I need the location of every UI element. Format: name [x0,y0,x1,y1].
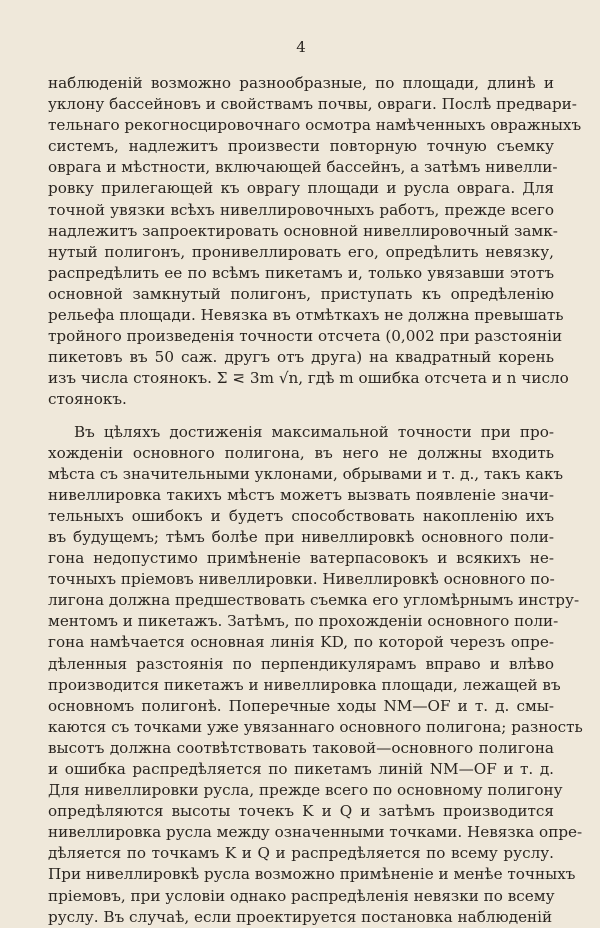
text-line: уклону бассейновъ и свойствамъ почвы, овраги. Послѣ предвари- [48,95,577,114]
text-line: точныхъ пріемовъ нивеллировки. Нивеллировкѣ основного по- [48,570,555,589]
text-line: пикетовъ въ 50 саж. другъ отъ друга) на квадратный корень [48,348,554,367]
body-text [48,73,583,928]
text-line: ровку прилегающей къ оврагу площади и русла оврага. Для [48,179,554,198]
text-line: надлежитъ запроектировать основной нивеллировочный замк- [48,221,558,240]
text-line: наблюденій возможно разнообразные, по площади, длинѣ и [48,74,554,92]
text-line: лигона должна предшествовать съемка его угломѣрнымъ инстру- [48,591,580,610]
text-line: опредѣляются высоты точекъ K и Q и затѣмъ производится [48,802,554,821]
text-line: системъ, надлежитъ произвести повторную точную съемку [48,137,554,156]
text-line: дѣляется по точкамъ K и Q и распредѣляется по всему руслу. [48,844,554,863]
text-line: въ будущемъ; тѣмъ болѣе при нивеллировкѣ основного поли- [48,527,554,546]
text-line: стоянокъ. [48,390,127,409]
text-line: нутый полигонъ, пронивеллировать его, опредѣлить невязку, [48,242,554,261]
paragraph-gap [48,411,554,422]
text-line: распредѣлить ее по всѣмъ пикетамъ и, только увязавши этотъ [48,263,554,282]
text-line: нивеллировка такихъ мѣстъ можетъ вызвать появленіе значи- [48,485,554,504]
text-line: хожденіи основного полигона, въ него не должны входить [48,443,554,462]
text-line: гона недопустимо примѣненіе ватерпасовокъ и всякихъ не- [48,549,554,568]
text-line: тельныхъ ошибокъ и будетъ способствовать накопленію ихъ [48,506,554,525]
text-line: точной увязки всѣхъ нивеллировочныхъ работъ, прежде всего [48,200,554,219]
text-line: Для нивеллировки русла, прежде всего по основному полигону [48,781,563,800]
text-line: руслу. Въ случаѣ, если проектируется постановка наблюденій [48,907,553,926]
paragraph-2 [48,422,583,928]
text-line: и ошибка распредѣляется по пикетамъ линій NM—OF и т. д. [48,760,554,778]
text-line: ментомъ и пикетажъ. Затѣмъ, по прохожденіи основного поли- [48,612,559,631]
text-line: производится пикетажъ и нивеллировка площади, лежащей въ [48,675,561,694]
page-number: 4 [296,38,306,56]
paragraph-1 [48,73,582,411]
text-line: Въ цѣляхъ достиженія максимальной точности при про- [74,422,554,441]
text-line: рельефа площади. Невязка въ отмѣткахъ не должна превышать [48,306,564,325]
text-line: изъ числа стоянокъ. Σ ⋜ 3m √n, гдѣ m ошибка отсчета и n число [48,369,569,388]
text-line: высотъ должна соотвѣтствовать таковой—основного полигона [48,738,554,757]
text-line: При нивеллировкѣ русла возможно примѣненіе и менѣе точныхъ [48,865,576,884]
text-line: гона намѣчается основная линія KD, по которой черезъ опре- [48,633,554,652]
text-line: каются съ точками уже увязаннаго основного полигона; разность [48,717,583,736]
text-line: основномъ полигонѣ. Поперечные ходы NM—OF и т. д. смы- [48,696,554,715]
text-line: основной замкнутый полигонъ, приступать къ опредѣленію [48,284,554,303]
text-line: оврага и мѣстности, включающей бассейнъ, а затѣмъ нивелли- [48,158,558,177]
text-line: пріемовъ, при условіи однако распредѣленія невязки по всему [48,886,555,905]
text-line: тельнаго рекогносцировочнаго осмотра намѣченныхъ овражныхъ [48,116,582,135]
text-line: нивеллировка русла между означенными точками. Невязка опре- [48,823,583,842]
text-line: тройного произведенія точности отсчета (0,002 при разстояніи [48,327,563,346]
text-line: мѣста съ значительными уклонами, обрывами и т. д., такъ какъ [48,464,564,483]
text-line: дѣленныя разстоянія по перпендикулярамъ вправо и влѣво [48,654,554,673]
